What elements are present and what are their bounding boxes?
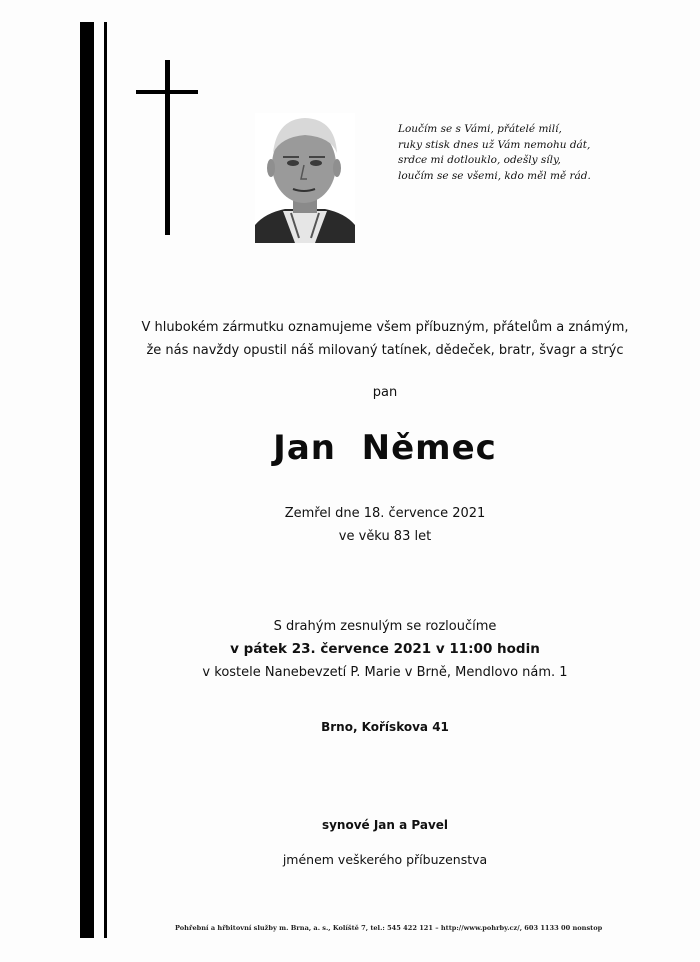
farewell-place: v kostele Nanebevzetí P. Marie v Brně, Mendlovo nám. 1 — [202, 665, 568, 680]
mourning-band-thick — [80, 22, 94, 938]
farewell-datetime: v pátek 23. července 2021 v 11:00 hodin — [230, 641, 540, 657]
cross-icon-arm — [136, 90, 198, 94]
signature-family: synové Jan a Pavel — [321, 818, 449, 832]
poem-line: ruky stisk dnes už Vám nemohu dát, — [398, 138, 591, 151]
death-date: Zemřel dne 18. července 2021 — [284, 506, 486, 521]
poem-line: srdce mi dotlouklo, odešly síly, — [398, 154, 561, 166]
poem-line: Loučím se s Vámi, přátelé milí, — [398, 123, 562, 135]
announcement-line: že nás navždy opustil náš milovaný tatínek, dědeček, bratr, švagr a strýc — [146, 343, 624, 358]
farewell-intro: S drahým zesnulým se rozloučíme — [273, 619, 497, 634]
death-age: ve věku 83 let — [338, 529, 432, 544]
death-details — [120, 502, 650, 548]
poem-line: loučím se se všemi, kdo měl mě rád. — [398, 169, 591, 182]
salutation: pan — [372, 385, 398, 400]
cross-icon — [165, 60, 170, 235]
announcement — [120, 316, 650, 362]
funeral-service-footer: Pohřební a hřbitovní služby m. Brna, a. s., Kolíště 7, tel.: 545 422 121 – http://www.pohrby.cz/, 603 1133 00 nonstop — [175, 924, 603, 932]
farewell-poem — [398, 122, 638, 184]
announcement-line: V hlubokém zármutku oznamujeme všem příbuzným, přátelům a známým, — [141, 320, 629, 335]
deceased-name: Jan Němec — [273, 428, 497, 468]
family-address: Brno, Kořískova 41 — [321, 720, 449, 734]
farewell-details — [120, 615, 650, 684]
mourning-band-thin — [104, 22, 107, 938]
signature-relatives: jménem veškerého příbuzenstva — [282, 852, 488, 867]
portrait-photo — [255, 113, 355, 243]
